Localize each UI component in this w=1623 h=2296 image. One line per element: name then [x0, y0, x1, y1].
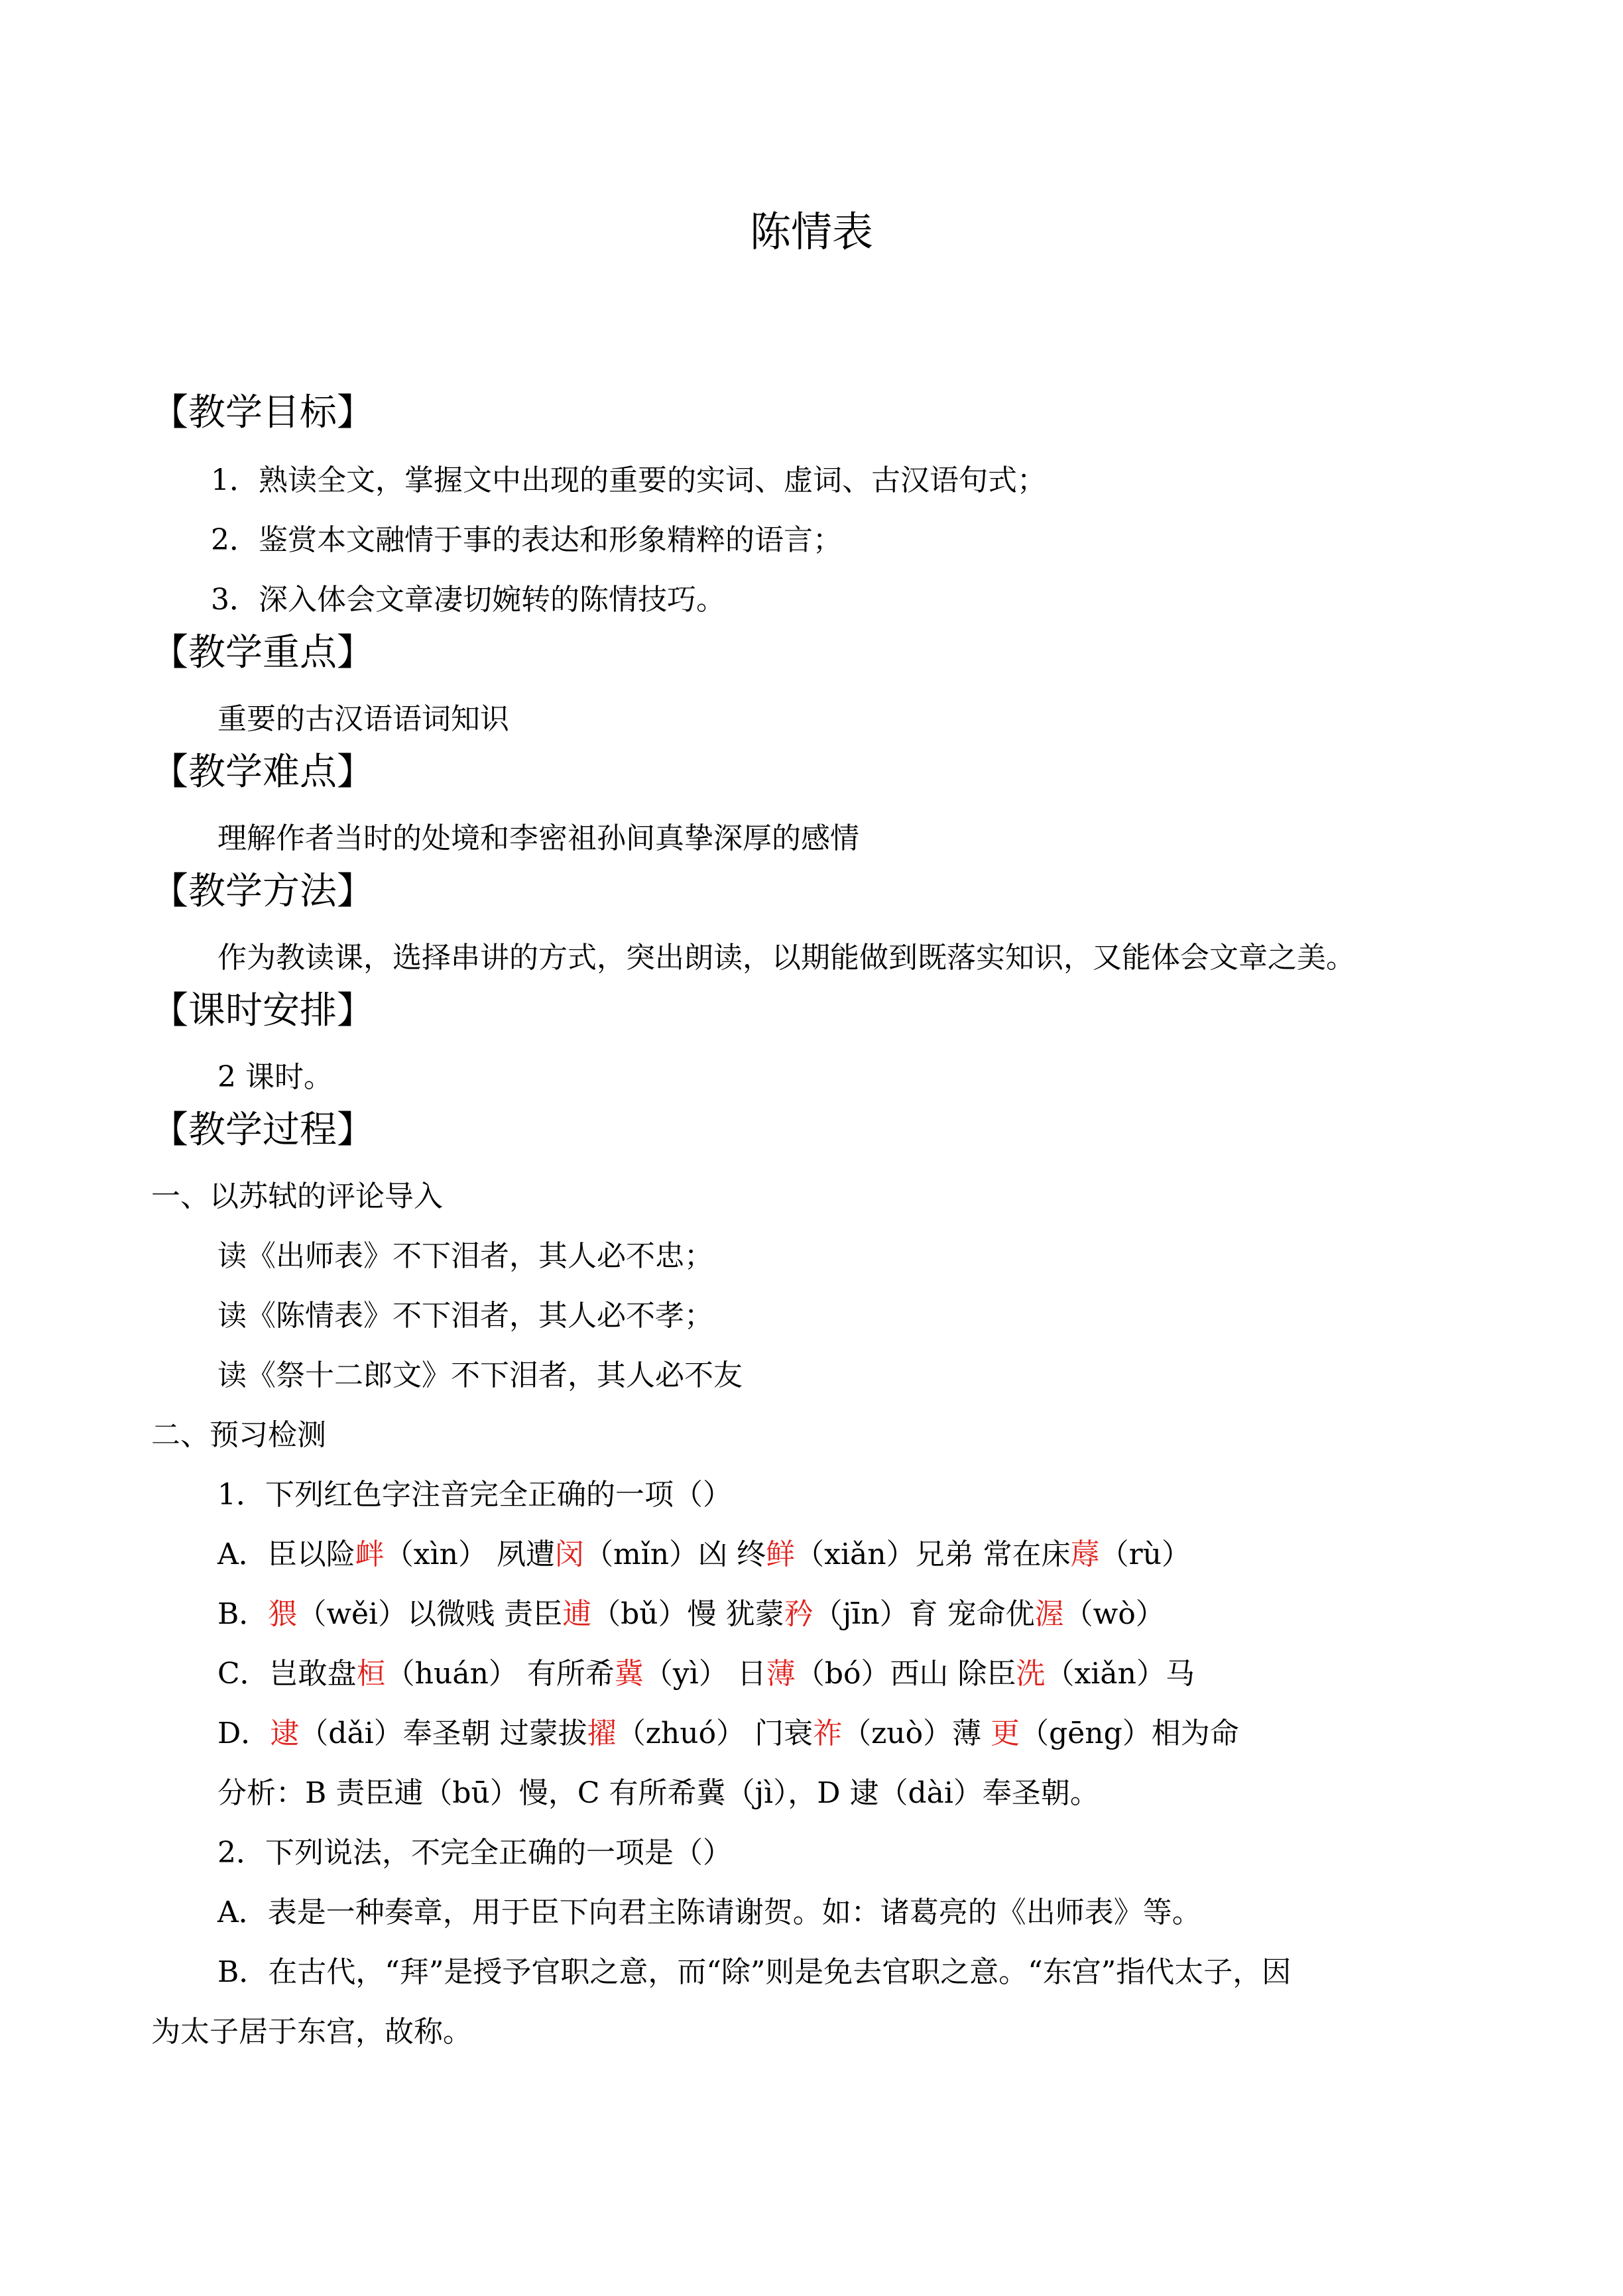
q2-stem: 2．下列说法，不完全正确的一项是（）	[217, 1836, 732, 1870]
quote-3: 读《祭十二郎文》不下泪者，其人必不友	[217, 1359, 743, 1392]
page-title: 陈情表	[749, 208, 873, 256]
schedule-text: 2 课时。	[217, 1060, 333, 1094]
heading-process: 【教学过程】	[151, 1109, 374, 1152]
goal-item-2: 2．鉴赏本文融情于事的表达和形象精粹的语言；	[211, 523, 842, 557]
heading-difficulty: 【教学难点】	[151, 751, 374, 794]
goal-item-1: 1．熟读全文，掌握文中出现的重要的实词、虚词、古汉语句式；	[211, 463, 1046, 497]
q2-option-b-line1: B．在古代，“拜”是授予官职之意，而“除”则是免去官职之意。“东宫”指代太子，因	[217, 1955, 1292, 1989]
quote-1: 读《出师表》不下泪者，其人必不忠；	[217, 1239, 713, 1273]
goal-item-3: 3．深入体会文章凄切婉转的陈情技巧。	[211, 583, 725, 617]
q1-option-a: A．臣以险衅（xìn） 夙遭闵（mǐn）凶 终鲜（xiǎn）兄弟 常在床蓐（rù）	[217, 1538, 1191, 1571]
quote-2: 读《陈情表》不下泪者，其人必不孝；	[217, 1299, 713, 1333]
difficulty-text: 理解作者当时的处境和李密祖孙间真挚深厚的感情	[217, 821, 859, 855]
q1-stem: 1．下列红色字注音完全正确的一项（）	[217, 1478, 732, 1512]
method-text: 作为教读课，选择串讲的方式，突出朗读，以期能做到既落实知识，又能体会文章之美。	[217, 941, 1355, 975]
q1-option-d: D．逮（dǎi）奉圣朝 过蒙拔擢（zhuó） 门衰祚（zuò）薄 更（gēng）相为命	[217, 1717, 1239, 1750]
q1-option-c: C．岂敢盘桓（huán） 有所希冀（yì） 日薄（bó）西山 除臣洗（xiǎn）马	[217, 1657, 1195, 1691]
heading-key: 【教学重点】	[151, 631, 374, 674]
heading-schedule: 【课时安排】	[151, 989, 374, 1032]
q2-option-a: A．表是一种奏章，用于臣下向君主陈请谢贺。如：诸葛亮的《出师表》等。	[217, 1896, 1201, 1929]
heading-goals: 【教学目标】	[151, 391, 374, 434]
part2-title: 二、预习检测	[151, 1418, 326, 1452]
q1-option-b: B．猥（wěi）以微贱 责臣逋（bǔ）慢 犹蒙矜（jīn）育 宠命优渥（wò）	[217, 1597, 1165, 1631]
part1-title: 一、以苏轼的评论导入	[151, 1179, 443, 1213]
q2-option-b-line2: 为太子居于东宫，故称。	[151, 2015, 472, 2049]
q1-analysis: 分析：B 责臣逋（bū）慢，C 有所希冀（jì），D 逮（dài）奉圣朝。	[217, 1776, 1099, 1810]
key-text: 重要的古汉语语词知识	[217, 702, 509, 736]
heading-method: 【教学方法】	[151, 870, 374, 913]
